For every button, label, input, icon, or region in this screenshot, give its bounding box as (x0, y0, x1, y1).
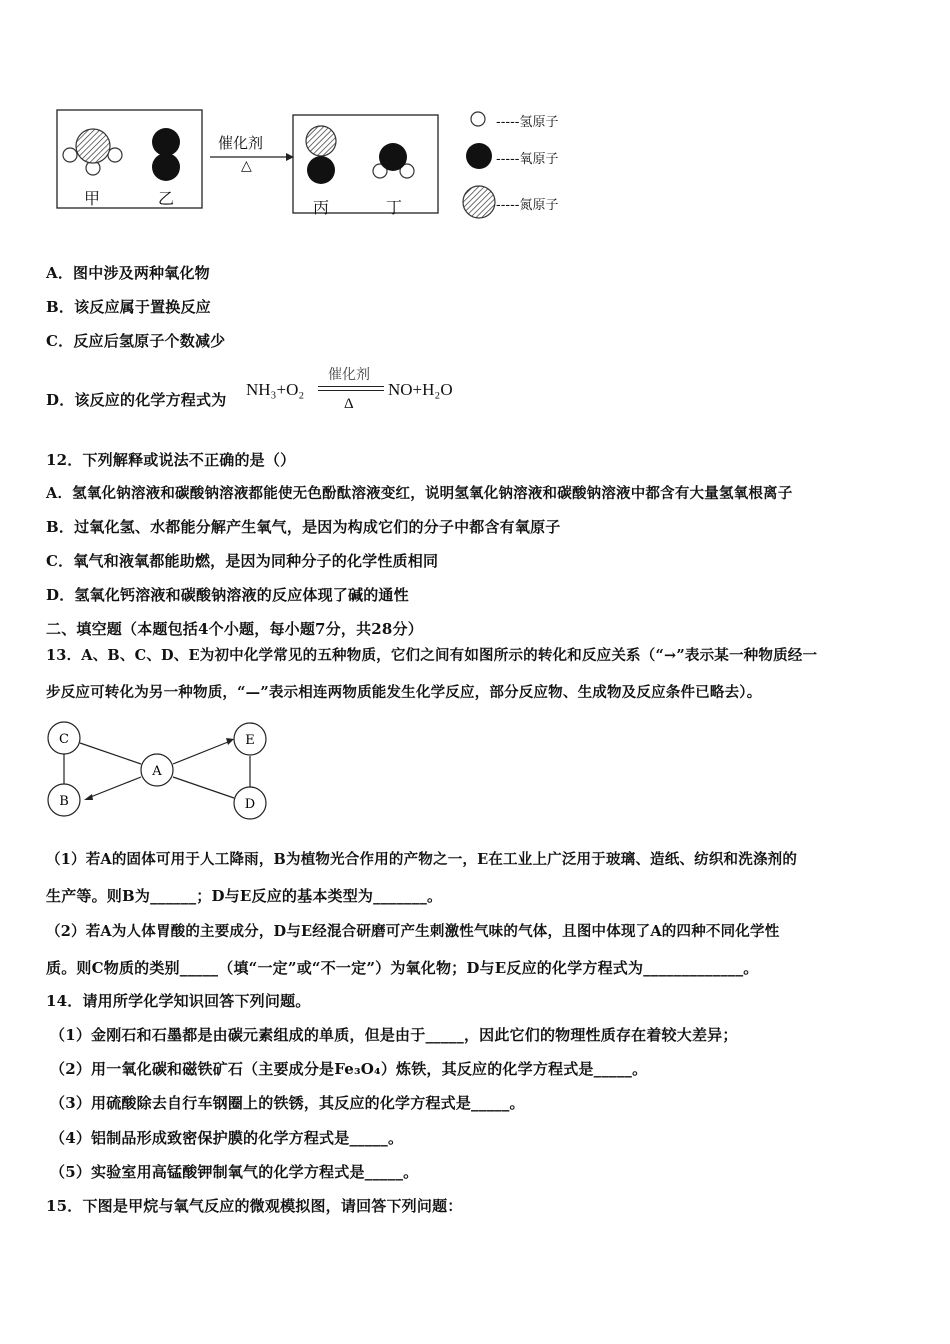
q11-option-d: D．该反应的化学方程式为 (46, 391, 227, 409)
q14-part5: （5）实验室用高锰酸钾制氧气的化学方程式是_____。 (50, 1163, 419, 1181)
node-a-label: A (152, 764, 162, 779)
formula-equals-line (318, 386, 384, 387)
nitrogen-atom-icon (306, 126, 336, 156)
reactant-box (57, 110, 202, 208)
q11-option-b: B．该反应属于置换反应 (46, 298, 211, 316)
node-d-label: D (244, 797, 256, 812)
arrow-a-b (88, 777, 141, 798)
node-e-label: E (245, 733, 255, 748)
formula-heat: Δ (344, 396, 354, 412)
formula-products: NO+H₂O (388, 380, 453, 399)
q11-option-c: C．反应后氢原子个数减少 (46, 332, 226, 350)
q14-part4: （4）铝制品形成致密保护膜的化学方程式是_____。 (50, 1129, 404, 1147)
q13-stem-line1: 13．A、B、C、D、E为初中化学常见的五种物质，它们之间有如图所示的转化和反应关系（“→”表示某一种物质经一 (46, 647, 818, 664)
arrow-head-icon (84, 794, 93, 800)
oxygen-atom-icon (152, 128, 180, 156)
q13-part1-line1: （1）若A的固体可用于人工降雨，B为植物光合作用的产物之一，E在工业上广泛用于玻璃、造纸、纺织和洗涤剂的 (46, 851, 798, 868)
q12-option-a: A．氢氧化钠溶液和碳酸钠溶液都能使无色酚酞溶液变红，说明氢氧化钠溶液和碳酸钠溶液中都含有大量氢氧根离子 (46, 485, 793, 502)
legend-hydrogen: -----氢原子 (496, 115, 559, 130)
oxygen-atom-icon (379, 143, 407, 171)
q15-stem: 15．下图是甲烷与氧气反应的微观模拟图，请回答下列问题： (46, 1197, 463, 1215)
q14-part2: （2）用一氧化碳和磁铁矿石（主要成分是Fe₃O₄）炼铁，其反应的化学方程式是_____。 (50, 1060, 648, 1078)
oxygen-legend-icon (466, 143, 492, 169)
oxygen-atom-icon (307, 156, 335, 184)
relationship-diagram (40, 718, 280, 828)
q13-stem-line2: 步反应可转化为另一种物质，“—”表示相连两物质能发生化学反应，部分反应物、生成物及反应条件已略去）。 (46, 684, 762, 701)
q13-part1-line2: 生产等。则B为______；D与E反应的基本类型为_______。 (46, 887, 443, 905)
node-c-label: C (59, 732, 69, 747)
q12-option-c: C．氧气和液氧都能助燃，是因为同种分子的化学性质相同 (46, 552, 439, 570)
formula-reactants: NH₃+O₂ (246, 380, 305, 399)
arrow-head-icon (226, 738, 234, 745)
link-c-a (80, 743, 141, 764)
q12-stem: 12．下列解释或说法不正确的是（） (46, 451, 296, 469)
legend-oxygen: -----氧原子 (496, 152, 559, 167)
q13-part2-line1: （2）若A为人体胃酸的主要成分，D与E经混合研磨可产生刺激性气味的气体，且图中体现了A的四种不同化学性 (46, 923, 780, 940)
section-heading: 二、填空题（本题包括4个小题，每小题7分，共28分） (46, 620, 423, 638)
product-label-bing: 丙 (313, 198, 330, 217)
arrow-a-e (173, 742, 228, 764)
q13-part2-line2: 质。则C物质的类别_____（填“一定”或“不一定”）为氧化物；D与E反应的化学方程式为_____________。 (46, 959, 759, 977)
hydrogen-legend-icon (471, 112, 485, 126)
formula-equals-line (318, 390, 384, 391)
q12-option-d: D．氢氧化钙溶液和碳酸钠溶液的反应体现了碱的通性 (46, 586, 409, 604)
reactant-label-jia: 甲 (84, 189, 101, 208)
oxygen-atom-icon (152, 153, 180, 181)
q14-part3: （3）用硫酸除去自行车钢圈上的铁锈，其反应的化学方程式是_____。 (50, 1094, 525, 1112)
q12-option-b: B．过氧化氢、水都能分解产生氧气，是因为构成它们的分子中都含有氧原子 (46, 518, 561, 536)
catalyst-label: 催化剂 (218, 134, 264, 152)
link-a-d (173, 777, 234, 798)
heat-symbol: △ (241, 158, 252, 174)
q14-stem: 14．请用所学化学知识回答下列问题。 (46, 992, 311, 1010)
node-b-label: B (59, 794, 69, 809)
legend-nitrogen: -----氮原子 (496, 198, 559, 213)
formula-catalyst: 催化剂 (328, 368, 370, 383)
hydrogen-atom-icon (63, 148, 77, 162)
q14-part1: （1）金刚石和石墨都是由碳元素组成的单质，但是由于_____，因此它们的物理性质存在着较大差异； (50, 1026, 738, 1044)
reactant-label-yi: 乙 (158, 189, 175, 208)
q11-option-a: A．图中涉及两种氧化物 (46, 264, 210, 282)
nitrogen-atom-icon (76, 129, 110, 163)
nitrogen-legend-icon (463, 186, 495, 218)
product-label-ding: 丁 (386, 198, 403, 217)
